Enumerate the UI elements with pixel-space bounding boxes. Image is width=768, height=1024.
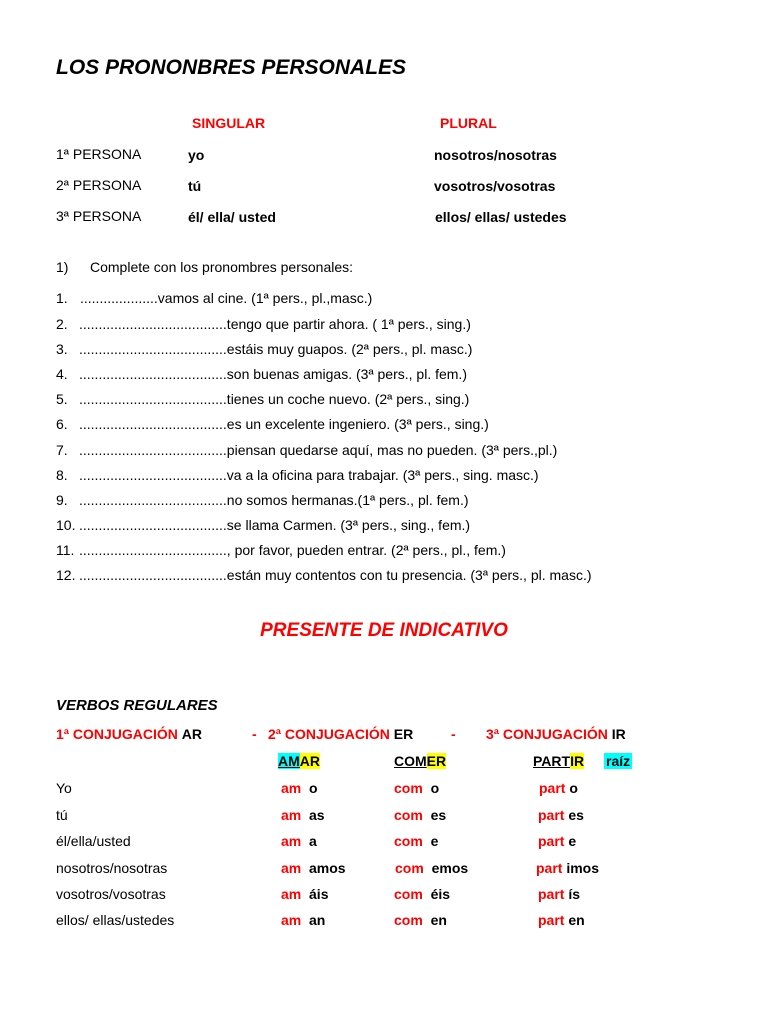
item-text: ......................................son buenas amigas. (3ª pers., pl. fem.) [79,366,467,382]
item-number: 5. [56,391,68,407]
item-text: ......................................tengo que partir ahora. ( 1ª pers., sing.) [79,316,471,332]
stem-ar: am [281,807,302,823]
stem-ir: part [539,780,566,796]
exercise-number: 1) [56,259,69,275]
singular-pronoun: tú [188,178,202,194]
item-number: 1. [56,290,68,306]
ending-ar: amos [309,860,346,876]
item-text: ......................................estáis muy guapos. (2ª pers., pl. masc.) [79,341,473,357]
stem-ir: part [538,886,565,902]
person-label: 1ª PERSONA [56,146,142,162]
singular-header: SINGULAR [192,115,266,131]
item-number: 12. [56,567,76,583]
conjugation-1: 1ª CONJUGACIÓN AR [56,726,202,742]
stem-ir: part [536,860,563,876]
item-number: 6. [56,416,68,432]
item-text: ......................................tienes un coche nuevo. (2ª pers., sing.) [79,391,470,407]
item-number: 2. [56,316,68,332]
item-text: ......................................se llama Carmen. (3ª pers., sing., fem.) [79,517,471,533]
pronoun: Yo [56,780,72,796]
ending-ar: o [309,780,318,796]
item-number: 10. [56,517,76,533]
ending-er: e [430,833,439,849]
exercise-instruction: Complete con los pronombres personales: [90,259,354,275]
stem-ar: am [281,860,302,876]
ending-er: emos [431,860,469,876]
ending-ar: a [309,833,317,849]
conjugation-2: 2ª CONJUGACIÓN ER [268,726,414,742]
pronoun: tú [56,807,68,823]
stem-ir: part [538,912,565,928]
item-number: 4. [56,366,68,382]
ending-ir: e [568,833,577,849]
stem-ar: am [281,780,302,796]
stem-er: com [394,780,423,796]
pronoun: él/ella/usted [56,833,131,849]
ending-ar: áis [309,886,329,902]
plural-pronoun: nosotros/nosotras [434,147,557,163]
pronoun: vosotros/vosotras [56,886,166,902]
item-text: ......................................, por favor, pueden entrar. (2ª pers., pl., fem.) [79,542,506,558]
person-label: 2ª PERSONA [56,177,142,193]
stem-ir: part [538,807,565,823]
raiz-label: raíz [606,753,631,769]
item-number: 9. [56,492,68,508]
item-number: 3. [56,341,68,357]
page-title: LOS PRONONBRES PERSONALES [56,56,407,79]
ending-er: en [430,912,447,928]
verb-comer: COMER [394,753,447,769]
stem-er: com [394,833,423,849]
verb-amar: AMAR [278,753,321,769]
plural-header: PLURAL [440,115,497,131]
ending-ir: ís [568,886,581,902]
item-text: ......................................es un excelente ingeniero. (3ª pers., sing.) [79,416,489,432]
item-text: ......................................va a la oficina para trabajar. (3ª pers., sing. masc.) [79,467,539,483]
item-number: 11. [56,542,75,558]
pronoun: ellos/ ellas/ustedes [56,912,175,928]
stem-er: com [394,807,423,823]
section-subtitle: VERBOS REGULARES [56,697,218,714]
ending-ir: imos [566,860,600,876]
item-text: ......................................están muy contentos con tu presencia. (3ª pers., pl. masc.) [79,567,592,583]
conjugation-3: 3ª CONJUGACIÓN IR [486,726,626,742]
singular-pronoun: él/ ella/ usted [188,209,276,225]
stem-ar: am [281,912,302,928]
item-text: ....................vamos al cine. (1ª pers., pl.,masc.) [80,290,373,306]
stem-er: com [394,886,423,902]
stem-ar: am [281,886,302,902]
stem-er: com [395,860,424,876]
ending-er: es [430,807,447,823]
ending-ar: as [309,807,325,823]
item-number: 7. [56,442,68,458]
ending-ir: en [568,912,585,928]
ending-ir: es [568,807,584,823]
singular-pronoun: yo [188,147,205,163]
plural-pronoun: ellos/ ellas/ ustedes [435,209,567,225]
ending-er: éis [430,886,451,902]
item-number: 8. [56,467,68,483]
plural-pronoun: vosotros/vosotras [434,178,556,194]
pronoun: nosotros/nosotras [56,860,168,876]
item-text: ......................................piensan quedarse aquí, mas no pueden. (3ª pers.,pl.) [79,442,558,458]
dash-1: - [252,726,257,742]
verb-partir: PARTIR [533,753,585,769]
section-title: PRESENTE DE INDICATIVO [260,620,508,641]
stem-er: com [394,912,423,928]
ending-ir: o [569,780,578,796]
ending-ar: an [309,912,326,928]
person-label: 3ª PERSONA [56,208,142,224]
stem-ir: part [538,833,565,849]
stem-ar: am [281,833,302,849]
ending-er: o [430,780,440,796]
dash-2: - [451,726,456,742]
item-text: ......................................no somos hermanas.(1ª pers., pl. fem.) [79,492,469,508]
